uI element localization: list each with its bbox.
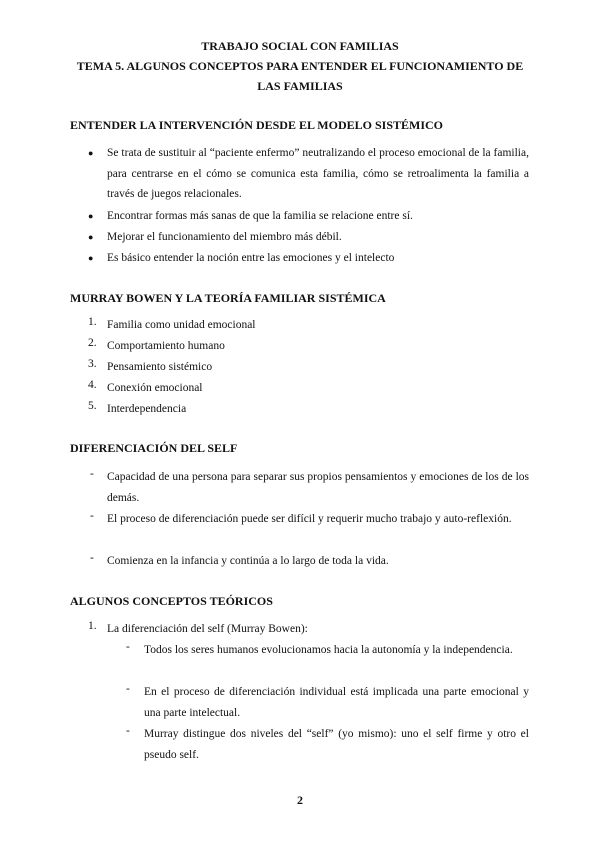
dash-marker: -	[126, 641, 130, 653]
list-item: La diferenciación del self (Murray Bowen):	[107, 623, 308, 635]
list-item: Mejorar el funcionamiento del miembro más débil.	[107, 231, 342, 243]
bullet-icon: ●	[88, 253, 94, 263]
list-item: Es básico entender la noción entre las emociones y el intelecto	[107, 252, 395, 264]
list-number: 1.	[88, 620, 97, 632]
section-heading-conceptos-teoricos: ALGUNOS CONCEPTOS TEÓRICOS	[70, 594, 273, 608]
sub-list-item: Murray distingue dos niveles del “self” (yo mismo): uno el self firme y otro el pseudo self.	[144, 728, 529, 761]
dash-marker: -	[90, 510, 94, 522]
list-item: Capacidad de una persona para separar sus propios pensamientos y emociones de los de los demás.	[107, 471, 529, 504]
list-item: Comportamiento humano	[107, 340, 225, 352]
list-item: Pensamiento sistémico	[107, 361, 213, 373]
list-number: 4.	[88, 379, 97, 391]
page-number: 2	[297, 793, 303, 807]
list-item: El proceso de diferenciación puede ser difícil y requerir mucho trabajo y auto-reflexión.	[107, 513, 512, 525]
title-line-1: TRABAJO SOCIAL CON FAMILIAS	[201, 39, 399, 53]
list-number: 5.	[88, 400, 97, 412]
bullet-icon: ●	[88, 211, 94, 221]
list-item: Encontrar formas más sanas de que la familia se relacione entre sí.	[107, 210, 413, 222]
title-line-2: TEMA 5. ALGUNOS CONCEPTOS PARA ENTENDER EL FUNCIONAMIENTO DE LAS FAMILIAS	[76, 59, 524, 93]
list-item: Se trata de sustituir al “paciente enfermo” neutralizando el proceso emocional de la familia, para centrarse en el cómo se comunica esta familia, cómo se retroalimenta la familia a través de juegos relacionales.	[107, 147, 529, 200]
list-number: 3.	[88, 358, 97, 370]
sub-list-item: Todos los seres humanos evolucionamos hacia la autonomía y la independencia.	[144, 644, 513, 656]
dash-marker: -	[126, 683, 130, 695]
list-item: Familia como unidad emocional	[107, 319, 256, 331]
dash-marker: -	[90, 552, 94, 564]
list-number: 1.	[88, 316, 97, 328]
list-number: 2.	[88, 337, 97, 349]
list-item: Interdependencia	[107, 403, 187, 415]
section-heading-diferenciacion: DIFERENCIACIÓN DEL SELF	[70, 441, 238, 455]
sub-list-item: En el proceso de diferenciación individual está implicada una parte emocional y una parte intelectual.	[144, 686, 529, 719]
dash-marker: -	[90, 468, 94, 480]
list-item: Comienza en la infancia y continúa a lo largo de toda la vida.	[107, 555, 389, 567]
bullet-icon: ●	[88, 148, 94, 158]
section-heading-murray-bowen: MURRAY BOWEN Y LA TEORÍA FAMILIAR SISTÉMICA	[70, 291, 386, 305]
bullet-icon: ●	[88, 232, 94, 242]
dash-marker: -	[126, 725, 130, 737]
section-heading-modelo-sistemico: ENTENDER LA INTERVENCIÓN DESDE EL MODELO SISTÉMICO	[70, 118, 443, 132]
list-item: Conexión emocional	[107, 382, 203, 394]
document-title	[70, 36, 530, 96]
